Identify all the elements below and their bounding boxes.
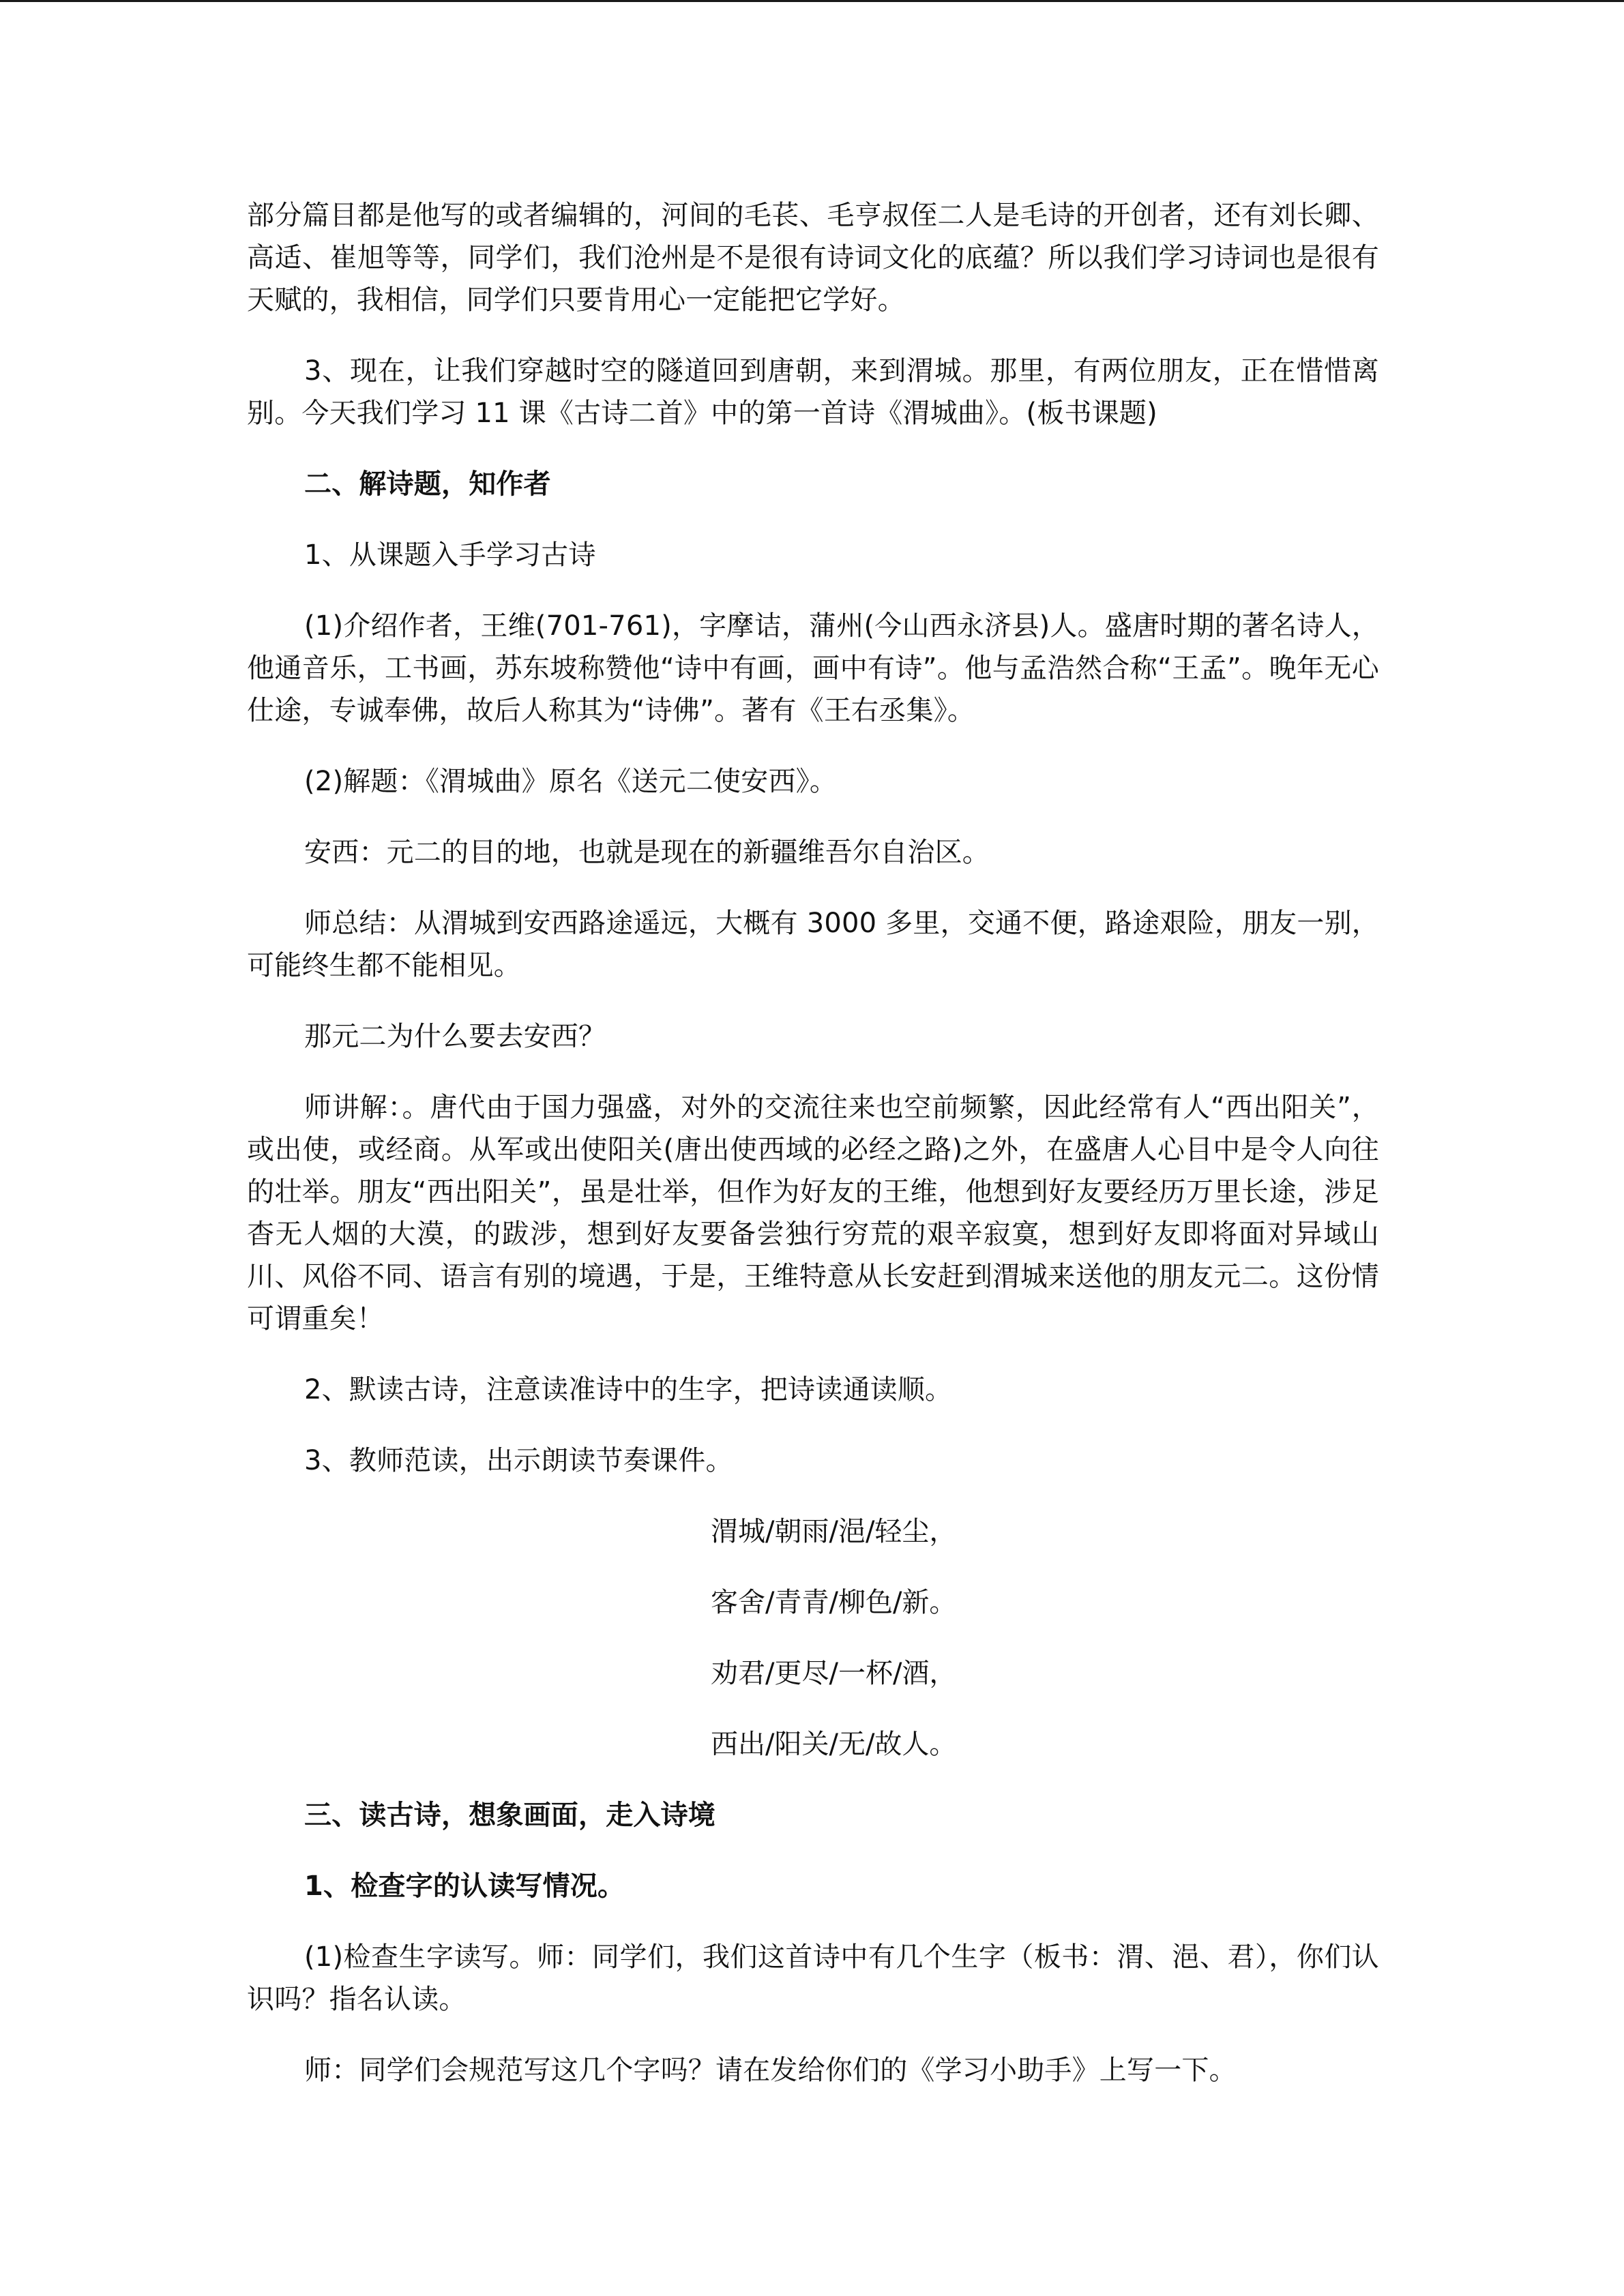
- subheading-2-3: 3、教师范读，出示朗读节奏课件。: [304, 1445, 733, 1476]
- section-heading-3: 三、读古诗，想象画面，走入诗境: [304, 1800, 715, 1831]
- poem-line: 渭城/朝雨/浥/轻尘，: [711, 1516, 957, 1547]
- paragraph-writing-task: 师：同学们会规范写这几个字吗？请在发给你们的《学习小助手》上写一下。: [304, 2055, 1237, 2086]
- paragraph-teacher-explain: 师讲解：。唐代由于国力强盛，对外的交流往来也空前频繁，因此经常有人“西出阳关”，或出使，或经商。从军或出使阳关(唐出使西域的必经之路)之外，在盛唐人心目中是令人向往的壮举。朋友“西出阳关”，虽是壮举，但作为好友的王维，他想到好友要经历万里长途，涉足杳无人烟的大漠，的跋涉，想到好友要备尝独行穷荒的艰辛寂寞，想到好友即将面对异域山川、风俗不同、语言有别的境遇，于是，王维特意从长安赶到渭城来送他的朋友元二。这份情可谓重矣！: [247, 1092, 1379, 1335]
- paragraph-check-characters: (1)检查生字读写。师：同学们，我们这首诗中有几个生字（板书：渭、浥、君），你们认识吗？指名认读。: [247, 1941, 1379, 2015]
- paragraph-teacher-summary: 师总结：从渭城到安西路途遥远，大概有 3000 多里，交通不便，路途艰险，朋友一别，可能终生都不能相见。: [247, 908, 1379, 981]
- page-top-border: [0, 0, 1624, 2]
- poem-rhythm: [711, 1510, 1379, 1765]
- poem-line: 客舍/青青/柳色/新。: [711, 1587, 957, 1618]
- paragraph-step-3-intro: 3、现在，让我们穿越时空的隧道回到唐朝，来到渭城。那里，有两位朋友，正在惜惜离别。今天我们学习 11 课《古诗二首》中的第一首诗《渭城曲》。(板书课题): [247, 355, 1379, 429]
- paragraph-anxi: 安西：元二的目的地，也就是现在的新疆维吾尔自治区。: [304, 837, 990, 868]
- subheading-2-1: 1、从课题入手学习古诗: [304, 539, 596, 571]
- poem-line: 劝君/更尽/一杯/酒，: [711, 1658, 957, 1689]
- subheading-2-2: 2、默读古诗，注意读准诗中的生字，把诗读通读顺。: [304, 1374, 953, 1405]
- paragraph-intro-continued: 部分篇目都是他写的或者编辑的，河间的毛苌、毛亨叔侄二人是毛诗的开创者，还有刘长卿、高适、崔旭等等，同学们，我们沧州是不是很有诗词文化的底蕴？所以我们学习诗词也是很有天赋的，我相信，同学们只要肯用心一定能把它学好。: [247, 200, 1379, 316]
- paragraph-author-intro: (1)介绍作者，王维(701-761)，字摩诘，蒲州(今山西永济县)人。盛唐时期的著名诗人，他通音乐，工书画，苏东坡称赞他“诗中有画，画中有诗”。他与孟浩然合称“王孟”。晚年无心仕途，专诚奉佛，故后人称其为“诗佛”。著有《王右丞集》。: [247, 610, 1379, 726]
- paragraph-question: 那元二为什么要去安西？: [304, 1021, 606, 1052]
- subheading-3-1: 1、检查字的认读写情况。: [304, 1870, 625, 1902]
- document-page: [247, 194, 1379, 2120]
- poem-line: 西出/阳关/无/故人。: [711, 1729, 957, 1760]
- paragraph-title-explain: (2)解题：《渭城曲》原名《送元二使安西》。: [304, 766, 838, 797]
- section-heading-2: 二、解诗题，知作者: [304, 468, 551, 500]
